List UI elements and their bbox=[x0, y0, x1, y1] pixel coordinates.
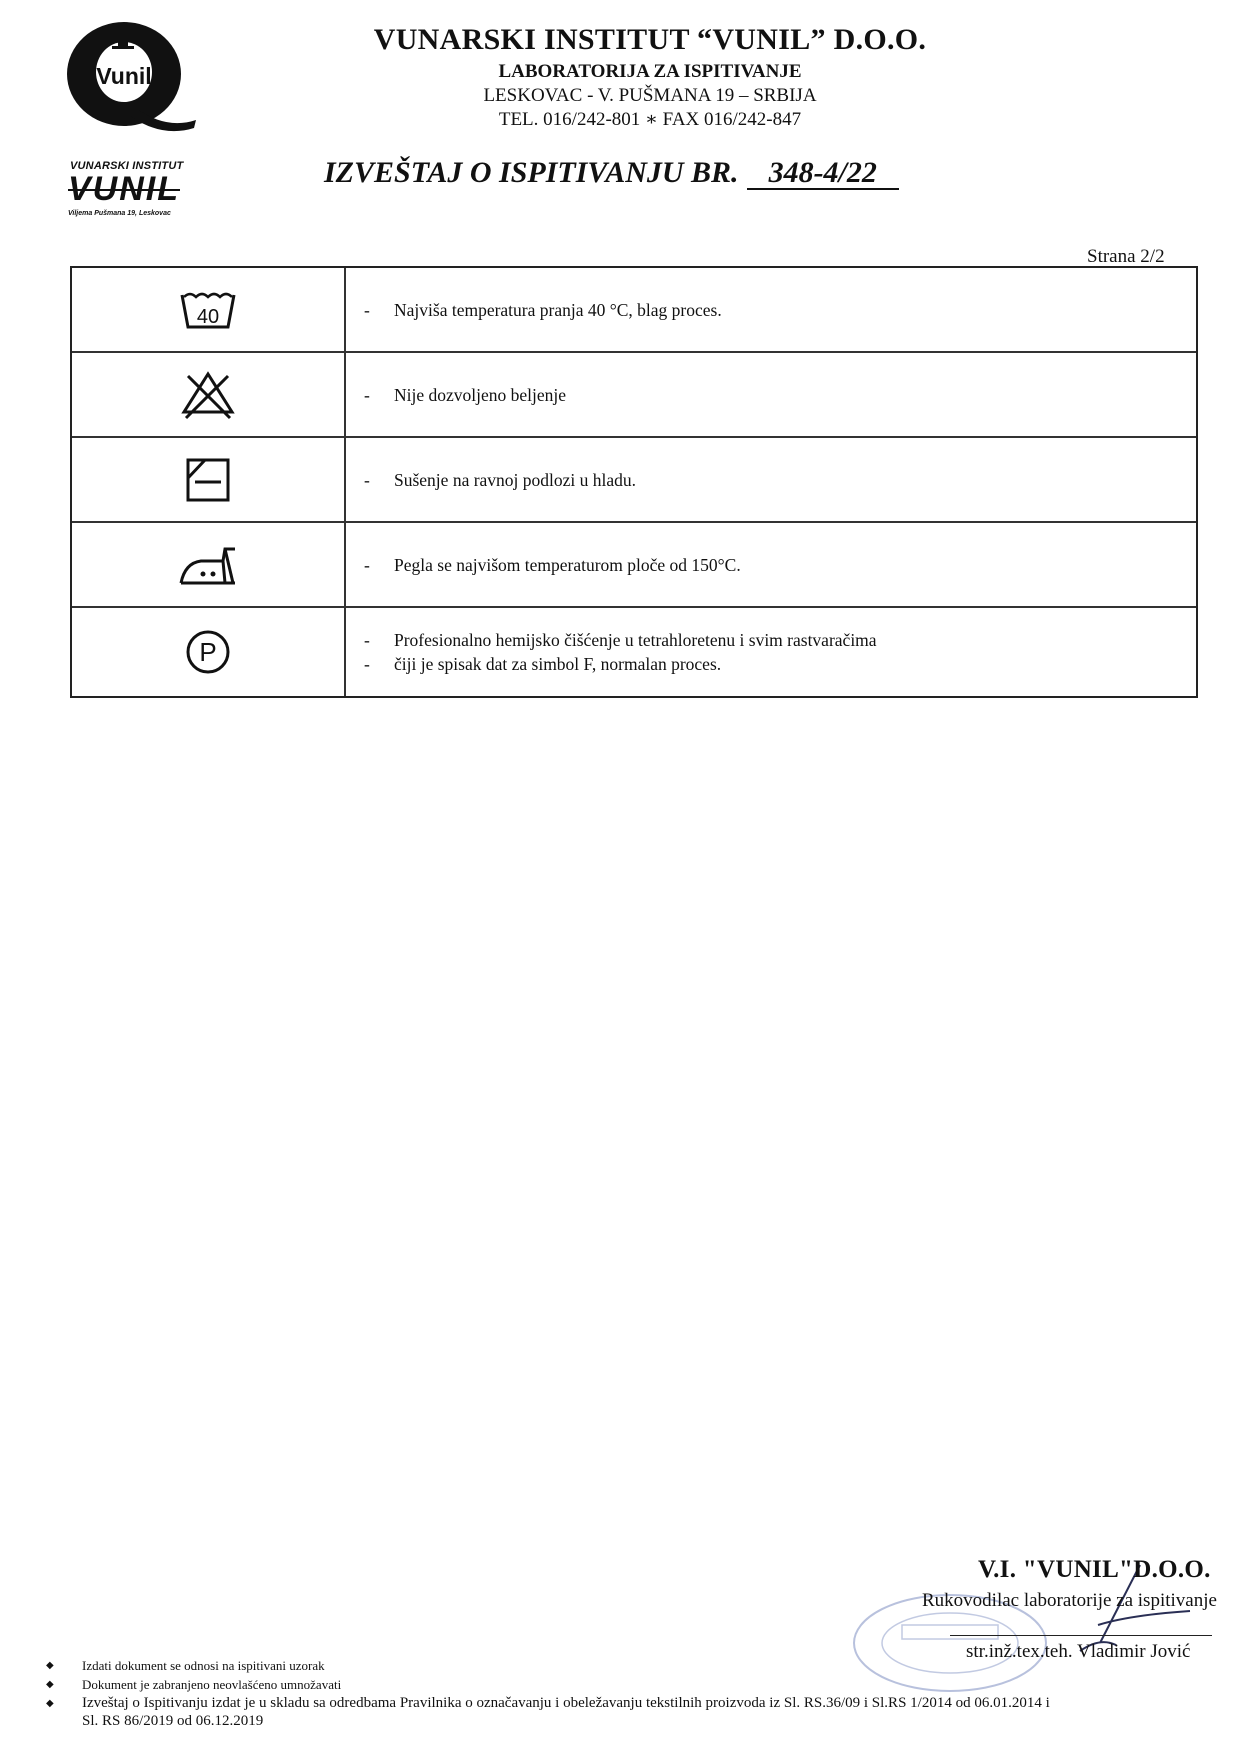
logo-address: Viljema Pušmana 19, Leskovac bbox=[68, 210, 171, 217]
signature-line bbox=[950, 1635, 1212, 1636]
care-symbols-table bbox=[70, 266, 1198, 698]
organization-address: LESKOVAC - V. PUŠMANA 19 – SRBIJA bbox=[483, 85, 817, 106]
page-number: Strana 2/2 bbox=[1087, 246, 1165, 267]
table-row bbox=[72, 268, 1196, 353]
table-row bbox=[72, 608, 1196, 696]
flat-dry-shade-icon bbox=[72, 438, 346, 521]
care-description: - Profesionalno hemijsko čišćenje u tetrahloretenu i svim rastvaračima - čiji je spisak dat za simbol F, normalan proces. bbox=[364, 630, 877, 674]
signature-name: str.inž.tex.teh. Vladimir Jović bbox=[966, 1641, 1191, 1662]
diamond-bullet-icon: ◆ bbox=[46, 1698, 54, 1709]
diamond-bullet-icon: ◆ bbox=[46, 1679, 54, 1690]
report-heading bbox=[324, 156, 899, 190]
care-description: - Nije dozvoljeno beljenje bbox=[364, 384, 567, 405]
report-number: 348-4/22 bbox=[747, 158, 899, 190]
dry-clean-p-icon bbox=[72, 608, 346, 696]
logo-brand: VUNIL bbox=[68, 170, 180, 208]
table-row bbox=[72, 523, 1196, 608]
care-description: - Sušenje na ravnoj podlozi u hladu. bbox=[364, 469, 637, 490]
iron-two-dots-icon bbox=[72, 523, 346, 606]
footnote-continuation: Sl. RS 86/2019 od 06.12.2019 bbox=[82, 1713, 264, 1729]
list-item: ◆ Izdati dokument se odnosi na ispitivani uzorak bbox=[46, 1658, 325, 1673]
svg-text:Vunil: Vunil bbox=[96, 63, 152, 89]
q-logo-icon bbox=[66, 20, 198, 135]
signature-role: Rukovodilac laboratorije za ispitivanje bbox=[922, 1590, 1217, 1611]
diamond-bullet-icon: ◆ bbox=[46, 1660, 54, 1671]
wash-40-icon bbox=[72, 268, 346, 351]
list-item: ◆ Izveštaj o Ispitivanju izdat je u skladu sa odredbama Pravilnika o označavanju i obeležavanju tekstilnih proizvoda iz Sl. RS.36/09 i Sl.RS 1/2014 od 06.01.2014 i bbox=[46, 1695, 1050, 1711]
organization-name: VUNARSKI INSTITUT “VUNIL” D.O.O. bbox=[373, 23, 927, 56]
organization-contact: TEL. 016/242-801 ∗ FAX 016/242-847 bbox=[498, 109, 802, 130]
footnotes bbox=[46, 1656, 1050, 1729]
laboratory-name: LABORATORIJA ZA ISPITIVANJE bbox=[498, 61, 802, 82]
report-title: IZVEŠTAJ O ISPITIVANJU BR. bbox=[324, 156, 739, 189]
institute-logo bbox=[66, 20, 206, 217]
logo-institute-line: VUNARSKI INSTITUT bbox=[70, 160, 184, 172]
signature-company: V.I. "VUNIL"D.O.O. bbox=[978, 1556, 1211, 1583]
letterhead bbox=[300, 22, 1000, 132]
svg-text:P: P bbox=[199, 637, 217, 667]
svg-text:40: 40 bbox=[196, 305, 220, 328]
table-row bbox=[72, 353, 1196, 438]
care-description: - Najviša temperatura pranja 40 °C, blag proces. bbox=[364, 299, 722, 320]
list-item: ◆ Dokument je zabranjeno neovlašćeno umnožavati bbox=[46, 1677, 342, 1692]
care-description: - Pegla se najvišom temperaturom ploče od 150°C. bbox=[364, 554, 741, 575]
table-row bbox=[72, 438, 1196, 523]
no-bleach-icon bbox=[72, 353, 346, 436]
